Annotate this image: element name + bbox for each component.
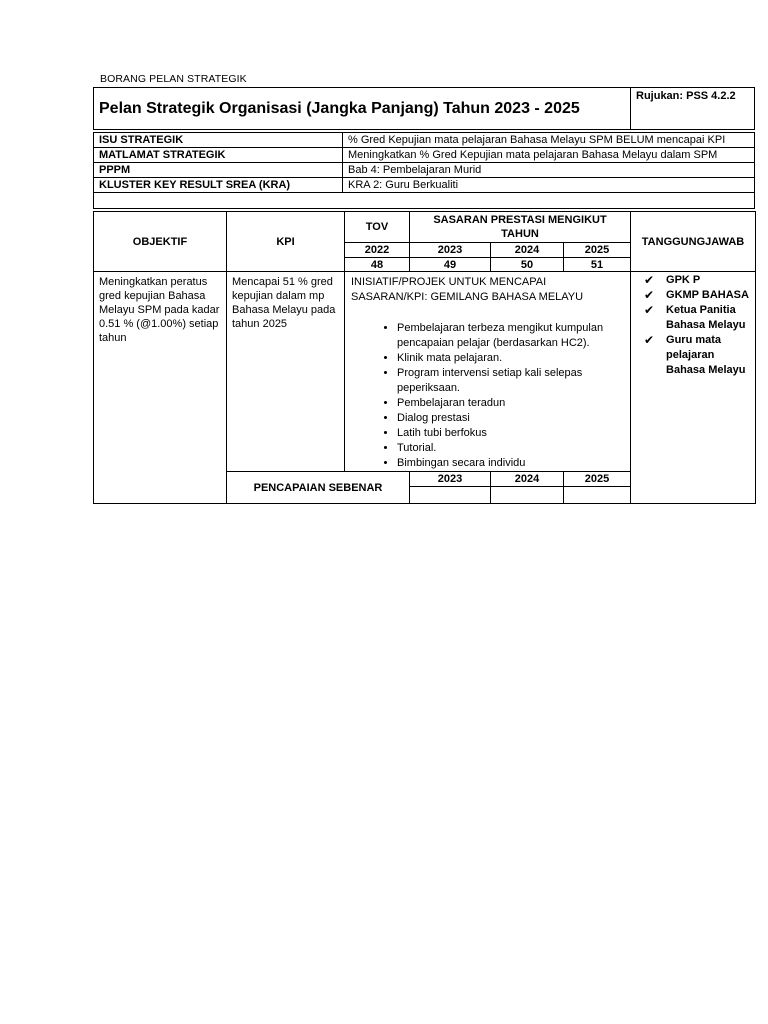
check-icon: ✔ xyxy=(644,303,655,317)
row-kluster xyxy=(94,178,755,193)
info-table xyxy=(93,132,755,209)
check-icon: ✔ xyxy=(644,288,655,302)
main-table xyxy=(93,211,756,504)
matlamat-value: Meningkatkan % Gred Kepujian mata pelajaran Bahasa Melayu dalam SPM xyxy=(343,148,755,163)
pencapaian-value-2024 xyxy=(491,487,564,504)
tanggungjawab-cell xyxy=(631,272,756,504)
pencapaian-value-2025 xyxy=(564,487,631,504)
form-label: BORANG PELAN STRATEGIK xyxy=(100,73,247,85)
isu-value: % Gred Kepujian mata pelajaran Bahasa Melayu SPM BELUM mencapai KPI xyxy=(343,133,755,148)
tov-header: TOV xyxy=(345,212,410,243)
row-isu-strategik xyxy=(94,133,755,148)
target-value-2023: 49 xyxy=(410,258,491,272)
target-year-2024: 2024 xyxy=(491,243,564,258)
kluster-value: KRA 2: Guru Berkualiti xyxy=(343,178,755,193)
kpi-header: KPI xyxy=(227,212,345,272)
inisiatif-title: INISIATIF/PROJEK UNTUK MENCAPAI SASARAN/KPI: GEMILANG BAHASA MELAYU xyxy=(351,276,584,303)
blank-row xyxy=(94,193,755,209)
pencapaian-value-2023 xyxy=(410,487,491,504)
inisiatif-item: • Pembelajaran terbeza mengikut kumpulan pencapaian pelajar (berdasarkan HC2). xyxy=(397,321,625,351)
kluster-label: KLUSTER KEY RESULT SREA (KRA) xyxy=(94,178,343,193)
inisiatif-item: • Program intervensi setiap kali selepas peperiksaan. xyxy=(397,366,625,396)
kpi-text: Mencapai 51 % gred kepujian dalam mp Bahasa Melayu pada tahun 2025 xyxy=(227,272,345,472)
inisiatif-item: • Latih tubi berfokus xyxy=(397,426,625,441)
responsible-list xyxy=(636,273,750,378)
target-value-2024: 50 xyxy=(491,258,564,272)
matlamat-label: MATLAMAT STRATEGIK xyxy=(94,148,343,163)
sasaran-header: SASARAN PRESTASI MENGIKUT TAHUN xyxy=(410,212,631,243)
responsible-item: ✔ GKMP BAHASA xyxy=(644,288,749,302)
inisiatif-item: • Klinik mata pelajaran. xyxy=(397,351,625,366)
tov-year: 2022 xyxy=(345,243,410,258)
inisiatif-cell xyxy=(345,272,631,472)
objektif-text: Meningkatkan peratus gred kepujian Bahasa Melayu SPM pada kadar 0.51 % (@1.00%) setiap tahun xyxy=(94,272,227,504)
inisiatif-item: • Bimbingan secara individu xyxy=(397,456,625,471)
responsible-item: ✔ Guru mata pelajaran Bahasa Melayu xyxy=(644,333,746,376)
pencapaian-year-2024: 2024 xyxy=(491,472,564,487)
target-year-2025: 2025 xyxy=(564,243,631,258)
tanggungjawab-header: TANGGUNGJAWAB xyxy=(631,212,756,272)
target-value-2025: 51 xyxy=(564,258,631,272)
pencapaian-year-2025: 2025 xyxy=(564,472,631,487)
tov-value: 48 xyxy=(345,258,410,272)
responsible-item: ✔ GPK P xyxy=(644,273,701,287)
responsible-item: ✔ Ketua Panitia Bahasa Melayu xyxy=(644,303,746,331)
pencapaian-year-2023: 2023 xyxy=(410,472,491,487)
inisiatif-item: • Tutorial. xyxy=(397,441,625,456)
inisiatif-item: • Dialog prestasi xyxy=(397,411,625,426)
reference-code: Rujukan: PSS 4.2.2 xyxy=(631,88,755,130)
inisiatif-item: • Pembelajaran teradun xyxy=(397,396,625,411)
pppm-value: Bab 4: Pembelajaran Murid xyxy=(343,163,755,178)
isu-label: ISU STRATEGIK xyxy=(94,133,343,148)
row-spacer xyxy=(94,193,755,209)
objektif-header: OBJEKTIF xyxy=(94,212,227,272)
row-matlamat-strategik xyxy=(94,148,755,163)
header-table xyxy=(93,87,755,130)
pencapaian-label: PENCAPAIAN SEBENAR xyxy=(227,472,410,504)
target-year-2023: 2023 xyxy=(410,243,491,258)
row-pppm xyxy=(94,163,755,178)
inisiatif-list xyxy=(351,321,625,471)
check-icon: ✔ xyxy=(644,273,655,287)
pppm-label: PPPM xyxy=(94,163,343,178)
document-title: Pelan Strategik Organisasi (Jangka Panjang) Tahun 2023 - 2025 xyxy=(94,88,631,130)
check-icon: ✔ xyxy=(644,333,655,347)
